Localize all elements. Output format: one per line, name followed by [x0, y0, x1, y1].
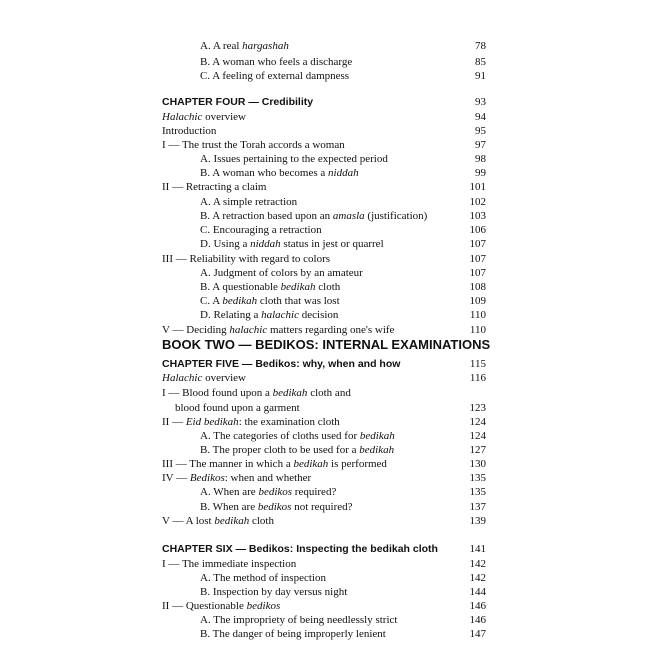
toc-entry-italic-term: bedikah — [359, 444, 395, 456]
toc-entry-text: C. A feeling of external dampness — [200, 70, 350, 82]
toc-entry-italic-term: bedikah — [272, 387, 308, 399]
toc-entry-italic-term: niddah — [250, 238, 281, 250]
toc-entry — [162, 68, 486, 84]
toc-entry-text: I — Blood found upon a — [162, 387, 273, 399]
toc-entry-italic-term: Eid bedikah — [185, 416, 239, 428]
toc-entry-text: A. Issues pertaining to the expected period — [200, 153, 388, 165]
toc-entry — [162, 513, 486, 529]
toc-entry-text: A. The method of inspection — [200, 572, 326, 584]
toc-entry-text: B. The proper cloth to be used for a — [200, 444, 360, 456]
toc-entry-text: B. A questionable — [200, 281, 281, 293]
toc-page-number: 123 — [469, 402, 486, 414]
toc-entry-text: D. Relating a — [200, 309, 262, 321]
toc-entry-text-cont: required? — [292, 486, 337, 498]
toc-entry — [162, 385, 486, 401]
toc-entry-italic-term: Halachic — [162, 372, 203, 384]
toc-page-number: 115 — [469, 358, 486, 370]
toc-entry-text: V — A lost — [162, 515, 215, 527]
toc-entry-text: A. When are — [200, 486, 259, 498]
toc-entry-text: V — Deciding — [162, 324, 230, 336]
toc-page-number: 85 — [475, 56, 486, 68]
toc-heading — [162, 94, 486, 110]
toc-entry-text: BOOK TWO — BEDIKOS: INTERNAL EXAMINATIONS — [162, 337, 491, 352]
toc-entry-italic-term: bedikah — [280, 281, 316, 293]
toc-entry-text: II — Retracting a claim — [162, 181, 267, 193]
toc-heading — [162, 335, 491, 355]
toc-entry-text: I — The immediate inspection — [162, 558, 297, 570]
toc-entry-italic-term: bedikos — [257, 501, 292, 513]
toc-page-number: 102 — [469, 196, 486, 208]
toc-page-number: 124 — [469, 416, 486, 428]
toc-entry-text-cont: cloth — [315, 281, 341, 293]
toc-page-number: 135 — [469, 486, 486, 498]
toc-page-number: 107 — [469, 253, 486, 265]
toc-page-number: 107 — [469, 238, 486, 250]
toc-page-number: 94 — [475, 111, 486, 123]
toc-entry-text: A. A real — [200, 40, 243, 52]
toc-page-number: 146 — [469, 600, 486, 612]
toc-entry-text: C. A — [200, 295, 223, 307]
toc-page-number: 99 — [475, 167, 486, 179]
toc-entry-text-cont: status in jest or quarrel — [280, 238, 384, 250]
toc-page-number: 142 — [469, 558, 486, 570]
toc-entry — [162, 484, 486, 500]
toc-entry-title — [162, 94, 313, 110]
toc-entry-text: II — — [162, 416, 186, 428]
toc-entry-text-cont: cloth and — [307, 387, 351, 399]
toc-entry-title — [162, 541, 438, 557]
toc-entry-text: B. A woman who feels a discharge — [200, 56, 353, 68]
toc-page-number: 110 — [469, 309, 486, 321]
toc-entry-text: III — The manner in which a — [162, 458, 294, 470]
toc-entry-italic-term: halachic — [229, 324, 268, 336]
toc-entry-text: A. The impropriety of being needlessly strict — [200, 614, 398, 626]
toc-entry-italic-term: bedikah — [214, 515, 250, 527]
toc-entry-italic-term: bedikah — [222, 295, 258, 307]
toc-page-number: 116 — [469, 372, 486, 384]
toc-entry-text: B. A retraction based upon an — [200, 210, 333, 222]
toc-entry-italic-term: bedikah — [359, 430, 395, 442]
toc-page-number: 142 — [469, 572, 486, 584]
toc-page-number: 139 — [469, 515, 486, 527]
toc-page-number: 95 — [475, 125, 486, 137]
toc-entry — [162, 179, 486, 195]
toc-page-number: 97 — [475, 139, 486, 151]
toc-page-number: 124 — [469, 430, 486, 442]
toc-entry-text-cont: cloth that was lost — [257, 295, 340, 307]
toc-entry — [162, 626, 486, 642]
toc-entry-text: CHAPTER SIX — Bedikos: Inspecting the bedikah cloth — [162, 543, 438, 555]
toc-page-number: 137 — [469, 501, 486, 513]
toc-entry-italic-term: niddah — [328, 167, 359, 179]
toc-page-number: 141 — [469, 543, 486, 555]
toc-page-number: 135 — [469, 472, 486, 484]
toc-entry — [162, 38, 486, 54]
toc-entry-italic-term: halachic — [261, 309, 299, 321]
toc-heading — [162, 541, 486, 557]
toc-entry-text: II — Questionable — [162, 600, 247, 612]
toc-entry-text: I — The trust the Torah accords a woman — [162, 139, 345, 151]
toc-entry-text: A. Judgment of colors by an amateur — [200, 267, 363, 279]
toc-entry-text-cont: not required? — [291, 501, 353, 513]
toc-entry-title — [200, 38, 289, 54]
toc-entry-text: B. Inspection by day versus night — [200, 586, 348, 598]
toc-page-number: 108 — [469, 281, 486, 293]
toc-page-number: 130 — [469, 458, 486, 470]
toc-entry-title — [162, 370, 246, 386]
toc-entry-title — [162, 513, 274, 529]
toc-entry-text: B. When are — [200, 501, 258, 513]
toc-entry-text: B. A woman who becomes a — [200, 167, 329, 179]
toc-entry-text-cont: : the examination cloth — [238, 416, 340, 428]
toc-entry-title — [200, 68, 349, 84]
toc-entry-italic-term: Bedikos — [189, 472, 225, 484]
toc-entry-italic-term: hargashah — [242, 40, 289, 52]
toc-entry-italic-term: Halachic — [162, 111, 203, 123]
toc-entry-title — [200, 484, 336, 500]
toc-entry-text: A. A simple retraction — [200, 196, 298, 208]
toc-entry-text-cont: is performed — [328, 458, 387, 470]
toc-page-number: 107 — [469, 267, 486, 279]
toc-entry-text: Introduction — [162, 125, 217, 137]
toc-entry-text: D. Using a — [200, 238, 251, 250]
toc-entry — [162, 370, 486, 386]
toc-entry-text-cont: decision — [299, 309, 339, 321]
toc-entry — [162, 236, 486, 252]
toc-entry-text-cont: cloth — [249, 515, 274, 527]
toc-entry-title — [162, 335, 490, 355]
toc-entry-text-cont: : when and whether — [224, 472, 312, 484]
toc-entry-text: overview — [202, 372, 247, 384]
toc-entry-text: CHAPTER FIVE — Bedikos: why, when and how — [162, 358, 401, 370]
toc-entry-text: overview — [202, 111, 247, 123]
toc-page-number: 103 — [469, 210, 486, 222]
toc-page-number: 98 — [475, 153, 486, 165]
toc-page-number: 144 — [469, 586, 486, 598]
toc-page-number: 147 — [469, 628, 486, 640]
toc-entry-text-cont: matters regarding one's wife — [267, 324, 395, 336]
toc-entry-title — [162, 179, 266, 195]
toc-entry-text: III — Reliability with regard to colors — [162, 253, 331, 265]
toc-entry-italic-term: bedikos — [246, 600, 281, 612]
toc-entry-text: B. The danger of being improperly lenient — [200, 628, 386, 640]
toc-entry-title — [162, 385, 351, 401]
toc-entry-title — [200, 307, 338, 323]
toc-page-number: 78 — [475, 40, 486, 52]
toc-page-number: 93 — [475, 96, 486, 108]
toc-page-number: 109 — [469, 295, 486, 307]
toc-entry-text: A. The categories of cloths used for — [200, 430, 360, 442]
toc-entry — [162, 307, 486, 323]
toc-entry-title — [200, 626, 386, 642]
toc-page-number: 127 — [469, 444, 486, 456]
toc-entry-title — [200, 236, 384, 252]
toc-entry-italic-term: bedikah — [293, 458, 329, 470]
toc-entry-text: IV — — [162, 472, 190, 484]
toc-page-number: 91 — [475, 70, 486, 82]
toc-page-number: 106 — [469, 224, 486, 236]
toc-page-number: 110 — [469, 324, 486, 336]
toc-entry-text: blood found upon a garment — [175, 402, 300, 414]
toc-entry-italic-term: bedikos — [258, 486, 293, 498]
toc-entry-italic-term: amasla — [332, 210, 365, 222]
toc-entry-text: C. Encouraging a retraction — [200, 224, 322, 236]
toc-page-number: 101 — [469, 181, 486, 193]
toc-page-number: 146 — [469, 614, 486, 626]
toc-entry-text-cont: (justification) — [364, 210, 428, 222]
toc-entry-text: CHAPTER FOUR — Credibility — [162, 96, 314, 108]
